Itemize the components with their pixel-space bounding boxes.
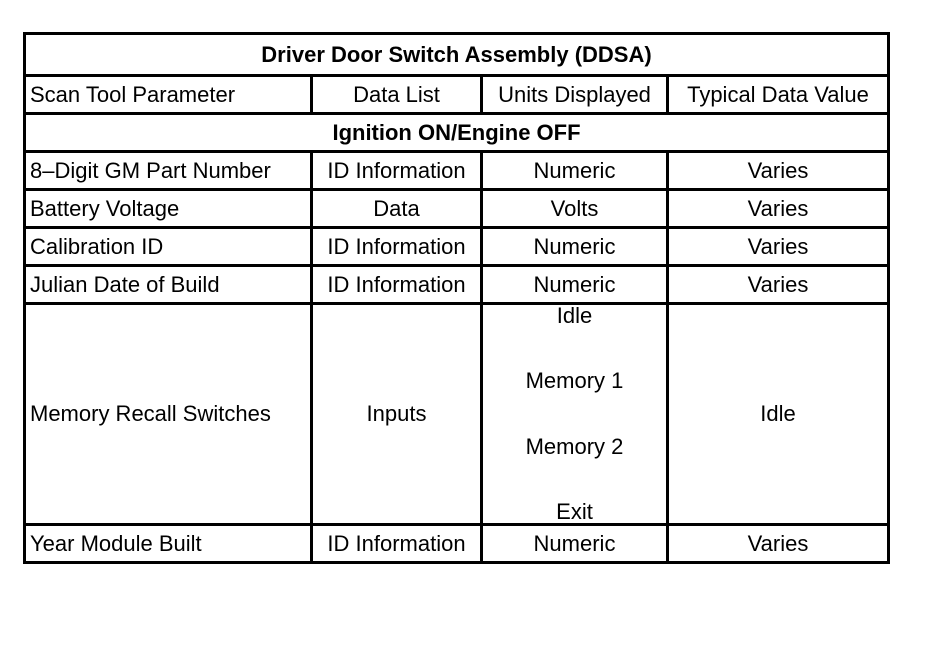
cell-data-list: ID Information <box>312 228 482 266</box>
cell-units <box>482 304 668 525</box>
units-option: Memory 1 <box>525 368 624 394</box>
units-option: Exit <box>556 498 593 524</box>
cell-parameter: Year Module Built <box>25 525 312 563</box>
cell-units: Numeric <box>482 152 668 190</box>
cell-data-list: ID Information <box>312 266 482 304</box>
ddsa-data-table <box>23 32 890 564</box>
cell-units: Volts <box>482 190 668 228</box>
header-scan-tool-parameter: Scan Tool Parameter <box>25 76 312 114</box>
units-option: Memory 2 <box>525 433 624 459</box>
header-data-list: Data List <box>312 76 482 114</box>
cell-typical-value: Varies <box>668 266 889 304</box>
cell-parameter: Memory Recall Switches <box>25 304 312 525</box>
cell-data-list: Data <box>312 190 482 228</box>
cell-typical-value: Varies <box>668 190 889 228</box>
section-heading: Ignition ON/Engine OFF <box>25 114 889 152</box>
table-row <box>25 266 889 304</box>
table-row <box>25 525 889 563</box>
units-option: Idle <box>556 303 593 328</box>
table-title: Driver Door Switch Assembly (DDSA) <box>25 34 889 76</box>
header-typical-data-value: Typical Data Value <box>668 76 889 114</box>
cell-units: Numeric <box>482 266 668 304</box>
cell-parameter: Battery Voltage <box>25 190 312 228</box>
cell-typical-value: Varies <box>668 525 889 563</box>
cell-data-list: ID Information <box>312 525 482 563</box>
cell-data-list: ID Information <box>312 152 482 190</box>
cell-parameter: Calibration ID <box>25 228 312 266</box>
cell-typical-value: Varies <box>668 152 889 190</box>
table-row <box>25 228 889 266</box>
cell-parameter: Julian Date of Build <box>25 266 312 304</box>
header-row <box>25 76 889 114</box>
cell-parameter: 8–Digit GM Part Number <box>25 152 312 190</box>
table-row <box>25 304 889 525</box>
cell-units: Numeric <box>482 228 668 266</box>
cell-typical-value: Idle <box>668 304 889 525</box>
cell-data-list: Inputs <box>312 304 482 525</box>
table-row <box>25 152 889 190</box>
units-option-list <box>487 305 662 523</box>
title-row <box>25 34 889 76</box>
cell-units: Numeric <box>482 525 668 563</box>
section-row <box>25 114 889 152</box>
header-units-displayed: Units Displayed <box>482 76 668 114</box>
cell-typical-value: Varies <box>668 228 889 266</box>
table-row <box>25 190 889 228</box>
